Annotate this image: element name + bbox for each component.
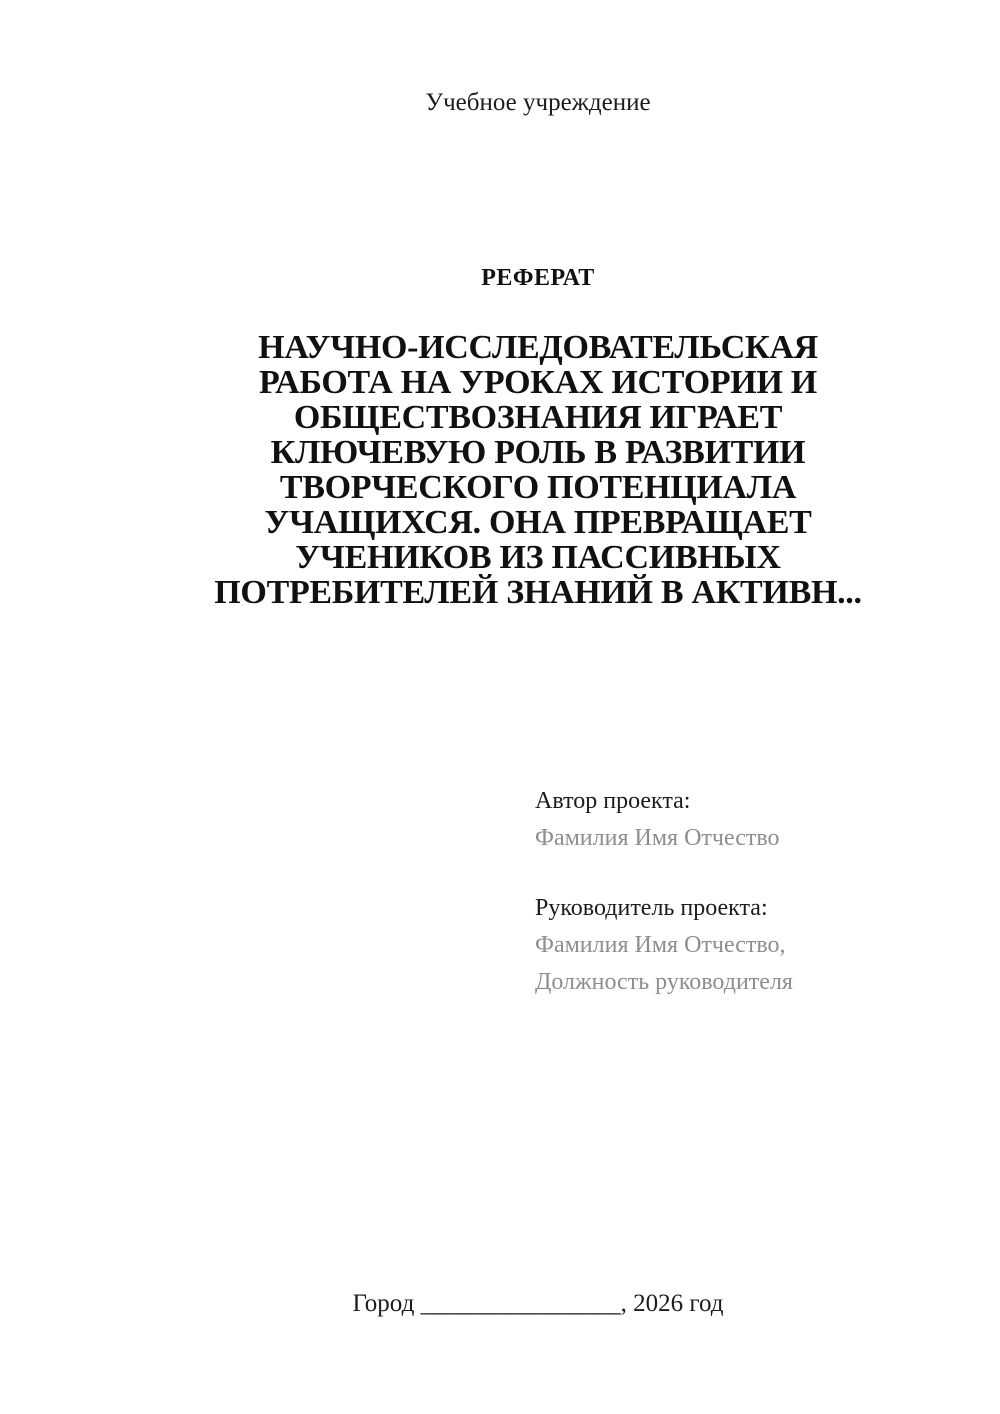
- supervisor-position-placeholder: Должность руководителя: [535, 969, 793, 995]
- supervisor-name-placeholder: Фамилия Имя Отчество,: [535, 932, 786, 958]
- year-suffix: , 2026 год: [620, 1290, 724, 1317]
- supervisor-label: Руководитель проекта:: [535, 895, 768, 921]
- author-label: Автор проекта:: [535, 788, 691, 814]
- author-section: [535, 783, 780, 857]
- title-line: НАУЧНО-ИССЛЕДОВАТЕЛЬСКАЯ: [258, 329, 818, 366]
- author-name-placeholder: Фамилия Имя Отчество: [535, 825, 780, 851]
- document-type-label: РЕФЕРАТ: [481, 265, 595, 291]
- title-line: ПОТРЕБИТЕЛЕЙ ЗНАНИЙ В АКТИВН...: [214, 574, 862, 611]
- title-line: ОБЩЕСТВОЗНАНИЯ ИГРАЕТ: [293, 399, 783, 436]
- title-line: ТВОРЧЕСКОГО ПОТЕНЦИАЛА: [279, 469, 797, 506]
- title-line: УЧАЩИХСЯ. ОНА ПРЕВРАЩАЕТ: [264, 504, 812, 541]
- city-year-line: [143, 1288, 933, 1320]
- title-line: РАБОТА НА УРОКАХ ИСТОРИИ И: [259, 364, 817, 401]
- title-line: КЛЮЧЕВУЮ РОЛЬ В РАЗВИТИИ: [270, 434, 806, 471]
- supervisor-section: [535, 890, 793, 1001]
- page-content: [143, 0, 933, 1414]
- city-label: Город: [352, 1290, 421, 1317]
- institution-name: Учебное учреждение: [425, 89, 651, 116]
- blank-underline: ________________: [420, 1290, 621, 1317]
- project-title: [113, 330, 963, 610]
- title-line: УЧЕНИКОВ ИЗ ПАССИВНЫХ: [295, 539, 781, 576]
